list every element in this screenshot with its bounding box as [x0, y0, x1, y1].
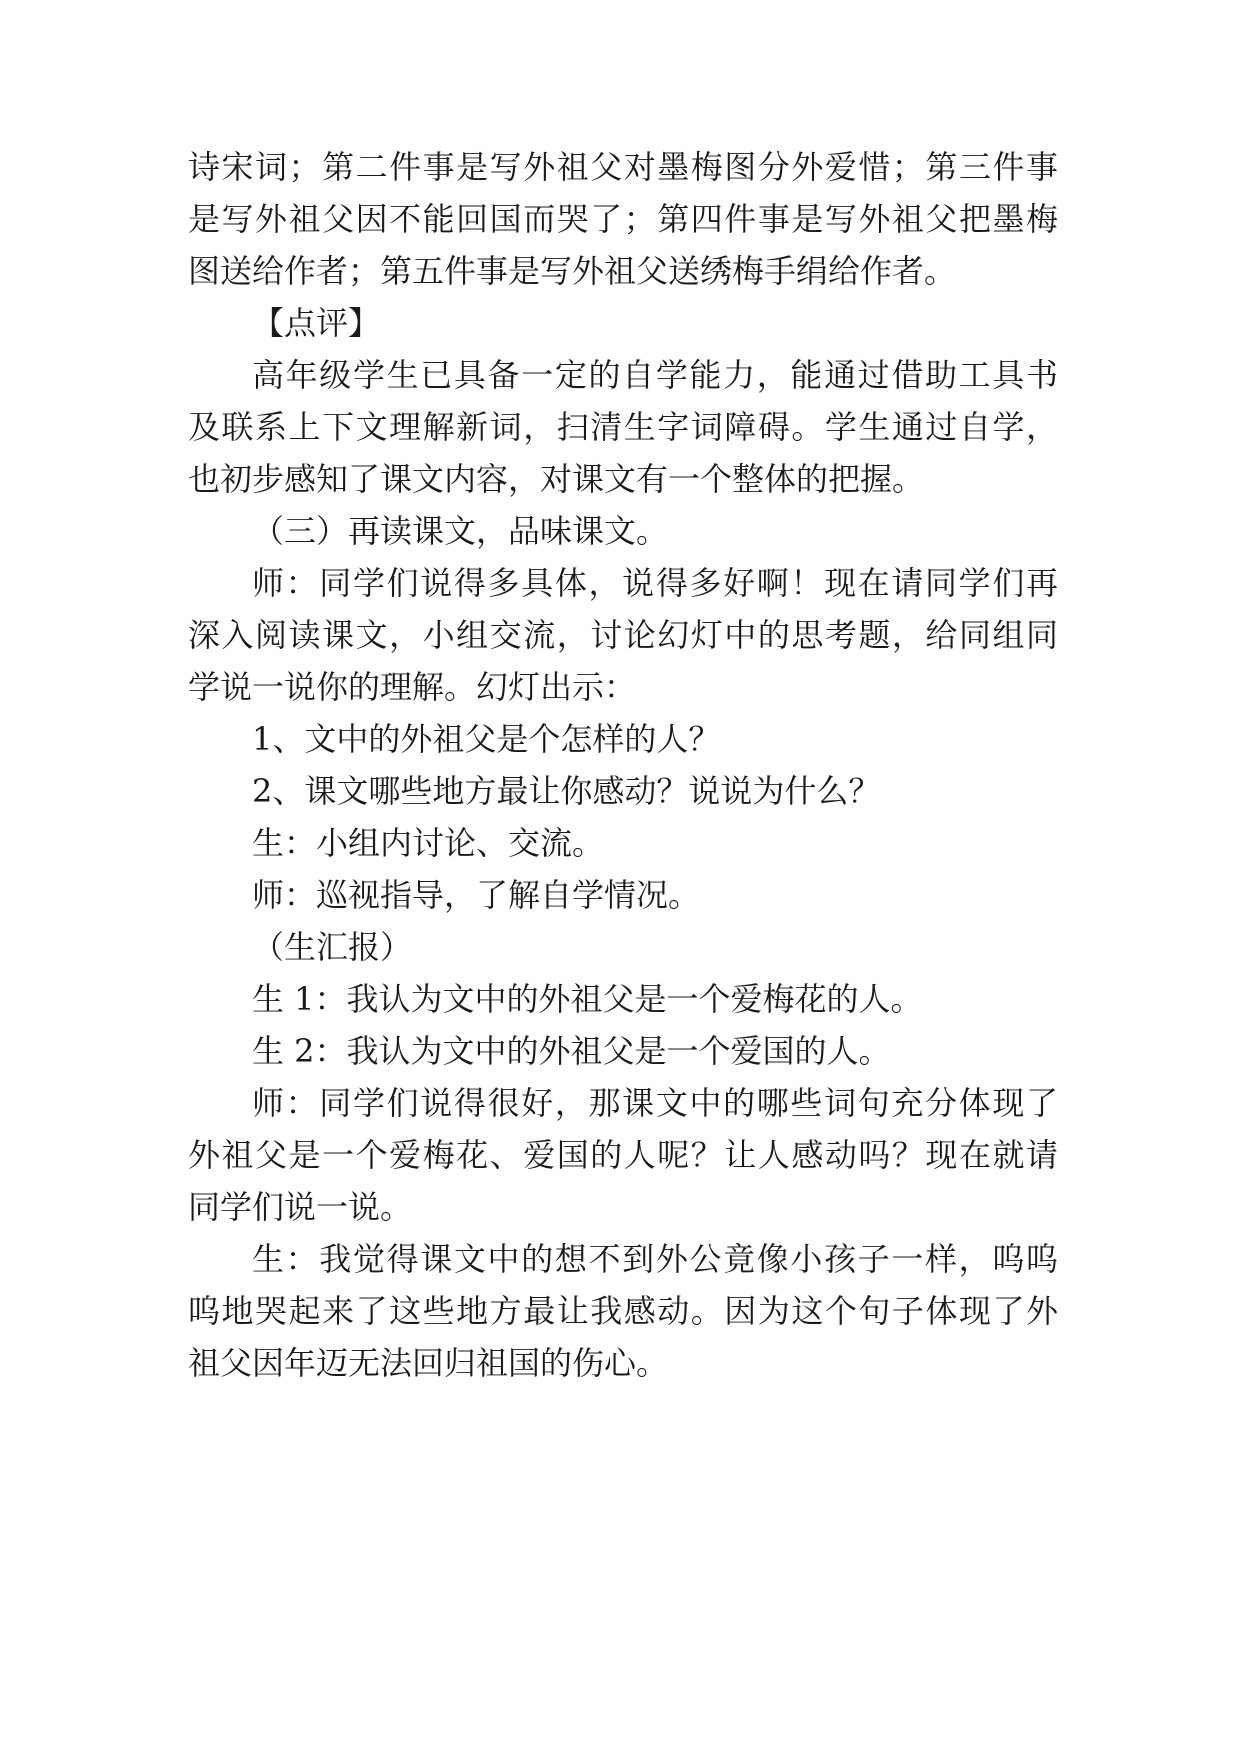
text-line-2: 是写外祖父因不能回国而哭了；第四件事是写外祖父把墨梅	[188, 200, 1058, 238]
text-line-16: （生汇报）	[252, 928, 413, 966]
section-heading-3: （三）再读课文，品味课文。	[252, 512, 669, 550]
text-line-3: 图送给作者；第五件事是写外祖父送绣梅手绢给作者。	[188, 252, 957, 290]
section-label-comment: 【点评】	[252, 304, 381, 342]
text-line-15: 师：巡视指导，了解自学情况。	[252, 876, 701, 914]
text-line-10: 深入阅读课文，小组交流，讨论幻灯中的思考题，给同组同	[188, 616, 1058, 654]
text-line-11: 学说一说你的理解。幻灯出示：	[188, 668, 637, 706]
text-line-17: 生 1：我认为文中的外祖父是一个爱梅花的人。	[252, 980, 923, 1018]
text-line-9: 师：同学们说得多具体，说得多好啊！现在请同学们再	[252, 564, 1058, 602]
text-line-18: 生 2：我认为文中的外祖父是一个爱国的人。	[252, 1032, 891, 1070]
question-1: 1、文中的外祖父是个怎样的人？	[252, 720, 721, 758]
text-line-19: 师：同学们说得很好，那课文中的哪些词句充分体现了	[252, 1084, 1058, 1122]
text-line-7: 也初步感知了课文内容，对课文有一个整体的把握。	[188, 460, 925, 498]
text-line-14: 生：小组内讨论、交流。	[252, 824, 605, 862]
text-line-5: 高年级学生已具备一定的自学能力，能通过借助工具书	[252, 356, 1058, 394]
text-line-24: 祖父因年迈无法回归祖国的伤心。	[188, 1344, 669, 1382]
text-line-1: 诗宋词；第二件事是写外祖父对墨梅图分外爱惜；第三件事	[188, 148, 1058, 186]
text-line-21: 同学们说一说。	[188, 1188, 413, 1226]
text-line-20: 外祖父是一个爱梅花、爱国的人呢？让人感动吗？现在就请	[188, 1136, 1058, 1174]
text-line-22: 生：我觉得课文中的想不到外公竟像小孩子一样，呜呜	[252, 1240, 1058, 1278]
question-2: 2、课文哪些地方最让你感动？说说为什么？	[252, 772, 881, 810]
text-line-6: 及联系上下文理解新词，扫清生字词障碍。学生通过自学，	[188, 408, 1058, 446]
text-line-23: 呜地哭起来了这些地方最让我感动。因为这个句子体现了外	[188, 1292, 1058, 1330]
